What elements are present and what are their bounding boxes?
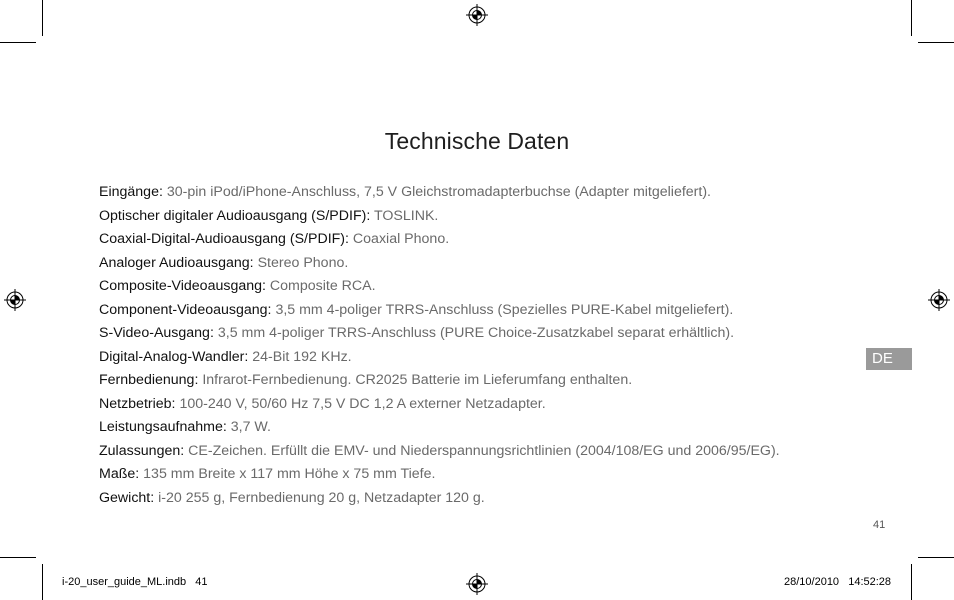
registration-mark-icon bbox=[4, 289, 26, 311]
spec-value: i-20 255 g, Fernbedienung 20 g, Netzadapter 120 g. bbox=[158, 489, 485, 506]
spec-value: 3,7 W. bbox=[230, 419, 271, 435]
crop-mark-top-right-vertical bbox=[911, 0, 912, 36]
spec-label: Fernbedienung: bbox=[99, 372, 199, 388]
spec-value: 30-pin iPod/iPhone-Anschluss, 7,5 V Gleichstromadapterbuchse (Adapter mitgeliefert). bbox=[166, 184, 711, 200]
page-title: Technische Daten bbox=[384, 128, 570, 154]
spec-value: 135 mm Breite x 117 mm Höhe x 75 mm Tiefe. bbox=[143, 466, 436, 482]
crop-mark-top-right-horizontal bbox=[918, 42, 954, 43]
spec-item-coaxial-output bbox=[99, 229, 889, 253]
spec-label: Zulassungen: bbox=[99, 442, 185, 459]
crop-mark-bottom-left-vertical bbox=[42, 564, 43, 600]
spec-item-power-supply bbox=[99, 394, 889, 418]
spec-item-inputs bbox=[99, 182, 889, 206]
spec-label: Optischer digitaler Audioausgang (S/PDIF): bbox=[99, 207, 371, 224]
registration-mark-icon bbox=[466, 573, 488, 595]
spec-label: Analoger Audioausgang: bbox=[99, 254, 254, 271]
spec-item-analog-output bbox=[99, 253, 889, 277]
specs-list bbox=[99, 182, 889, 511]
spec-label: Netzbetrieb: bbox=[99, 395, 176, 412]
crop-mark-top-left-horizontal bbox=[0, 42, 36, 43]
spec-item-approvals bbox=[99, 441, 889, 465]
page-number: 41 bbox=[873, 519, 886, 531]
spec-value: 100-240 V, 50/60 Hz 7,5 V DC 1,2 A externer Netzadapter. bbox=[179, 395, 546, 412]
spec-item-weight bbox=[99, 488, 889, 512]
crop-mark-bottom-right-vertical bbox=[911, 564, 912, 600]
registration-mark-icon bbox=[928, 289, 950, 311]
spec-value: 24-Bit 192 KHz. bbox=[252, 348, 352, 365]
spec-item-s-video bbox=[99, 323, 889, 347]
crop-mark-bottom-right-horizontal bbox=[918, 557, 954, 558]
spec-value: 3,5 mm 4-poliger TRRS-Anschluss (Spezielles PURE-Kabel mitgeliefert). bbox=[275, 301, 734, 318]
spec-value: CE-Zeichen. Erfüllt die EMV- und Niederspannungsrichtlinien (2004/108/EG und 2006/95/EG). bbox=[188, 442, 780, 459]
spec-label: Digital-Analog-Wandler: bbox=[99, 348, 249, 365]
spec-label: Eingänge: bbox=[99, 184, 163, 200]
spec-label: Component-Videoausgang: bbox=[99, 301, 272, 318]
spec-item-dimensions bbox=[99, 464, 889, 488]
print-slug-file: i-20_user_guide_ML.indb 41 bbox=[62, 576, 208, 588]
spec-label: Composite-Videoausgang: bbox=[99, 278, 266, 294]
spec-label: Leistungsaufnahme: bbox=[99, 419, 227, 435]
spec-item-remote bbox=[99, 370, 889, 394]
spec-item-composite-video bbox=[99, 276, 889, 300]
language-tab: DE bbox=[866, 348, 912, 370]
spec-value: Infrarot-Fernbedienung. CR2025 Batterie im Lieferumfang enthalten. bbox=[202, 372, 633, 388]
registration-mark-icon bbox=[466, 4, 488, 26]
print-slug-datetime: 28/10/2010 14:52:28 bbox=[784, 576, 892, 588]
spec-item-component-video bbox=[99, 300, 889, 324]
spec-value: Composite RCA. bbox=[269, 278, 376, 294]
spec-value: 3,5 mm 4-poliger TRRS-Anschluss (PURE Choice-Zusatzkabel separat erhältlich). bbox=[217, 325, 735, 341]
spec-value: Stereo Phono. bbox=[257, 254, 349, 271]
spec-label: Maße: bbox=[99, 466, 140, 482]
spec-item-power-consumption bbox=[99, 417, 889, 441]
spec-label: Gewicht: bbox=[99, 489, 155, 506]
spec-label: Coaxial-Digital-Audioausgang (S/PDIF): bbox=[99, 231, 349, 247]
spec-label: S-Video-Ausgang: bbox=[99, 325, 214, 341]
spec-value: Coaxial Phono. bbox=[352, 231, 450, 247]
spec-item-dac bbox=[99, 347, 889, 371]
spec-value: TOSLINK. bbox=[373, 207, 439, 224]
crop-mark-bottom-left-horizontal bbox=[0, 557, 36, 558]
spec-item-optical-output bbox=[99, 206, 889, 230]
crop-mark-top-left-vertical bbox=[42, 0, 43, 36]
